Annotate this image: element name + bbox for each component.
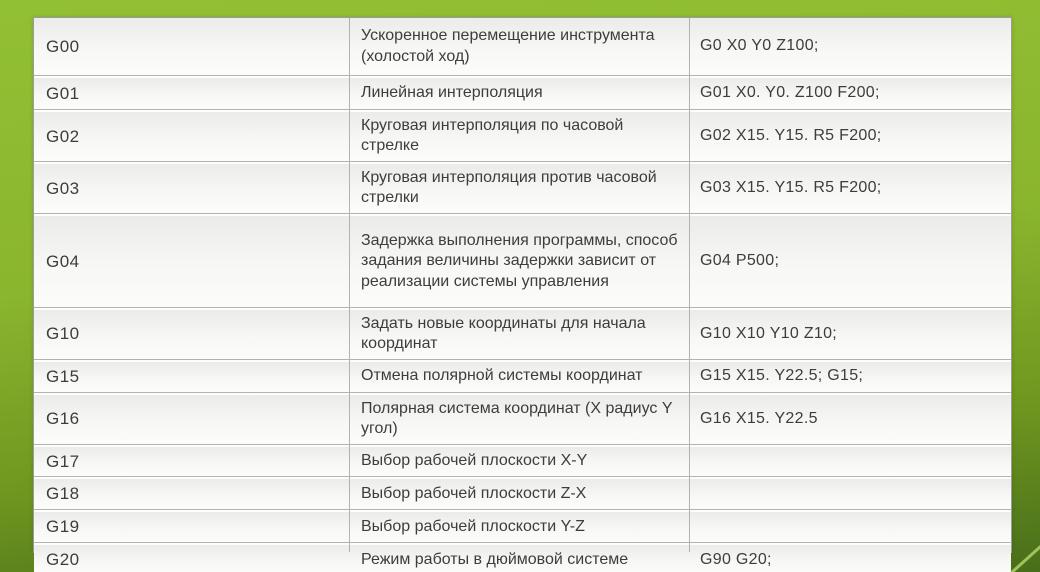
- table-row: [34, 310, 1011, 360]
- table-row: [34, 362, 1011, 393]
- column-separator: [349, 18, 350, 552]
- gcode-cell: G02: [46, 126, 80, 146]
- gcode-cell: G20: [46, 550, 80, 570]
- description-cell: Задать новые координаты для начала координат: [361, 314, 646, 353]
- table-row: [34, 395, 1011, 445]
- gcode-cell: G18: [46, 484, 80, 504]
- example-cell: [688, 512, 1011, 542]
- gcode-cell: G19: [46, 517, 80, 537]
- table-row: [34, 112, 1011, 162]
- description-cell: Полярная система координат (X радиус Y угол): [361, 399, 673, 438]
- table-row: [34, 164, 1011, 214]
- gcode-cell: G03: [46, 178, 80, 198]
- table-row: [34, 216, 1011, 308]
- table-row: [34, 18, 1011, 76]
- example-cell: [688, 479, 1011, 509]
- example-cell: G15 X15. Y22.5; G15;: [700, 367, 864, 385]
- table-row: [34, 447, 1011, 478]
- gcode-cell: G10: [46, 324, 80, 344]
- column-separator: [689, 18, 690, 552]
- example-cell: [688, 447, 1011, 477]
- gcode-cell: G00: [46, 36, 80, 56]
- table-row: [34, 78, 1011, 110]
- table-row: [34, 479, 1011, 510]
- description-cell: Линейная интерполяция: [361, 84, 543, 102]
- example-cell: G01 X0. Y0. Z100 F200;: [700, 84, 880, 102]
- example-cell: G02 X15. Y15. R5 F200;: [700, 127, 882, 145]
- gcode-table: [33, 17, 1012, 570]
- example-cell: G90 G20;: [700, 550, 772, 568]
- gcode-cell: G04: [46, 251, 80, 271]
- example-cell: G16 X15. Y22.5: [700, 409, 818, 427]
- description-cell: Отмена полярной системы координат: [361, 367, 643, 385]
- description-cell: Круговая интерполяция против часовой стрелки: [361, 168, 657, 207]
- gcode-cell: G16: [46, 409, 80, 429]
- gcode-cell: G17: [46, 451, 80, 471]
- example-cell: G03 X15. Y15. R5 F200;: [700, 179, 882, 197]
- description-cell: Выбор рабочей плоскости Y-Z: [361, 518, 585, 536]
- example-cell: G04 P500;: [700, 252, 780, 270]
- table-row: [34, 512, 1011, 543]
- gcode-cell: G15: [46, 366, 80, 386]
- description-cell: Задержка выполнения программы, способ задания величины задержки зависит от реализации системы управления: [361, 231, 678, 290]
- description-cell: Круговая интерполяция по часовой стрелке: [361, 117, 624, 155]
- description-cell: Ускоренное перемещение инструмента (холостой ход): [361, 27, 655, 65]
- table-row: [34, 545, 1011, 572]
- description-cell: Выбор рабочей плоскости X-Y: [361, 452, 588, 470]
- gcode-cell: G01: [46, 83, 80, 103]
- description-cell: Выбор рабочей плоскости Z-X: [361, 485, 587, 503]
- description-cell: Режим работы в дюймовой системе: [361, 550, 629, 568]
- example-cell: G0 X0 Y0 Z100;: [700, 37, 819, 55]
- example-cell: G10 X10 Y10 Z10;: [700, 325, 838, 343]
